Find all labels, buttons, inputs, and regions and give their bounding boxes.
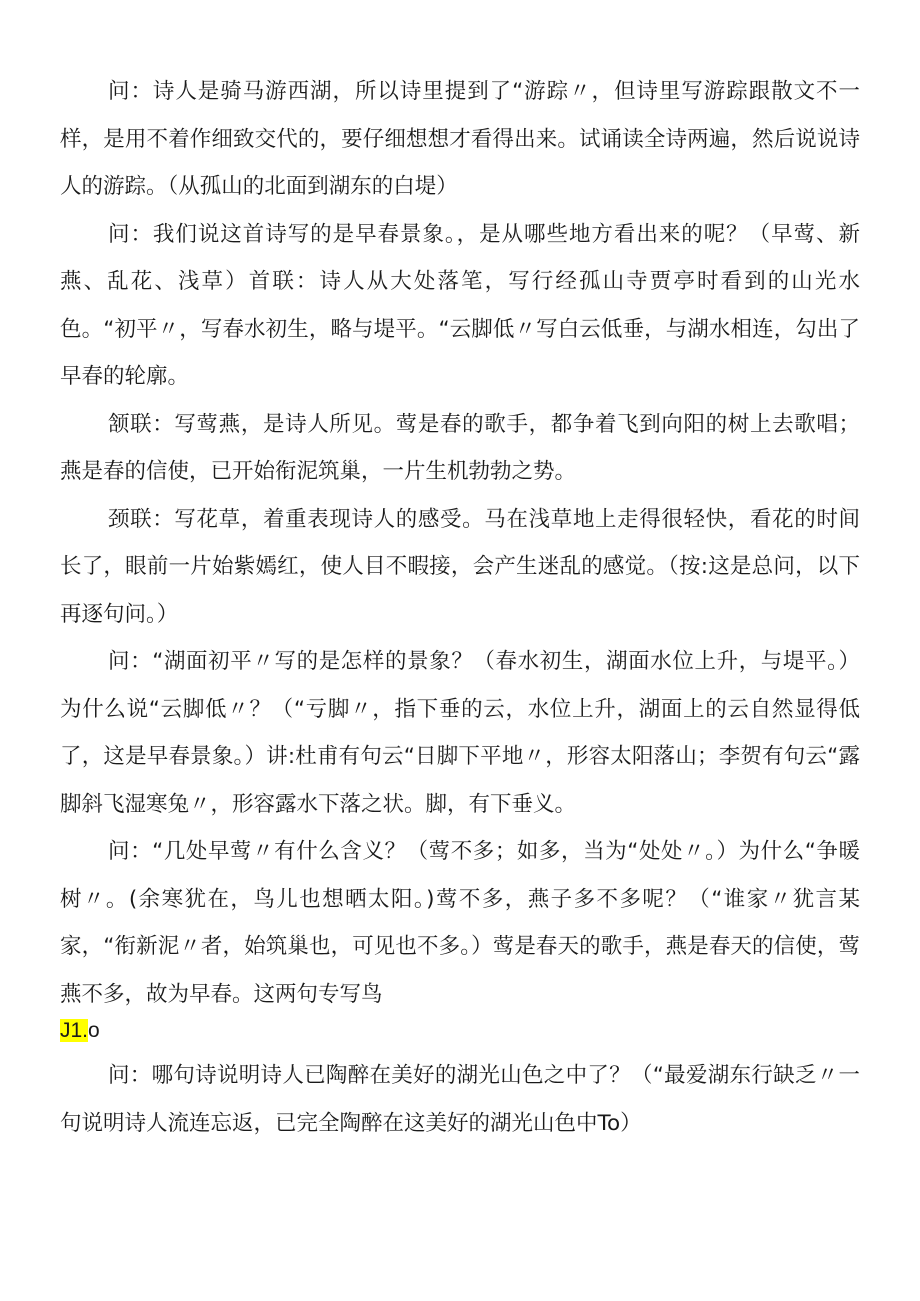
paragraph-travel-route: 问：诗人是骑马游西湖，所以诗里提到了“游踪〃，但诗里写游踪跟散文不一样，是用不着作细致交代的，要仔细想想才看得出来。试诵读全诗两遍，然后说说诗人的游踪。（从孤山的北面到湖东的白堤） <box>60 79 860 199</box>
paragraph-early-spring: 问：我们说这首诗写的是早春景象。，是从哪些地方看出来的呢？（早莺、新燕、乱花、浅草）首联：诗人从大处落笔，写行经孤山寺贾亭时看到的山光水色。“初平〃，写春水初生，略与堤平。“云脚低〃写白云低垂，与湖水相连，勾出了早春的轮廓。 <box>60 221 860 389</box>
document-body <box>60 68 860 1147</box>
fragment-line <box>60 1018 860 1044</box>
paragraph-third-couplet: 颈联：写花草，着重表现诗人的感受。马在浅草地上走得很轻快，看花的时间长了，眼前一片始紫嫣红，使人目不暇接，会产生迷乱的感觉。（按:这是总问，以下再逐句问。） <box>60 506 860 627</box>
paragraph-lake-surface: 问：“湖面初平〃写的是怎样的景象？（春水初生，湖面水位上升，与堤平。）为什么说“云脚低〃？（“亏脚〃，指下垂的云，水位上升，湖面上的云自然显得低了，这是早春景象。）讲:杜甫有句云“日脚下平地〃，形容太阳落山；李贺有句云“露脚斜飞湿寒兔〃，形容露水下落之状。脚，有下垂义。 <box>60 649 860 817</box>
paragraph-intoxicated: 问：哪句诗说明诗人已陶醉在美好的湖光山色之中了？（“最爱湖东行缺乏〃一句说明诗人流连忘返，已完全陶醉在这美好的湖光山色中To） <box>60 1063 860 1136</box>
fragment-rest: o <box>88 1019 100 1042</box>
paragraph-early-orioles: 问：“几处早莺〃有什么含义？（莺不多；如多，当为“处处〃。）为什么“争暖树〃。(余寒犹在，鸟儿也想晒太阳。)莺不多，燕子多不多呢？（“谁家〃犹言某家，“衔新泥〃者，始筑巢也，可见也不多。）莺是春天的歌手，燕是春天的信使，莺燕不多，故为早春。这两句专写鸟 <box>60 839 860 1007</box>
highlighted-fragment: J1. <box>60 1019 89 1042</box>
paragraph-second-couplet: 颔联：写莺燕，是诗人所见。莺是春的歌手，都争着飞到向阳的树上去歌唱；燕是春的信使，已开始衔泥筑巢，一片生机勃勃之势。 <box>60 411 860 484</box>
